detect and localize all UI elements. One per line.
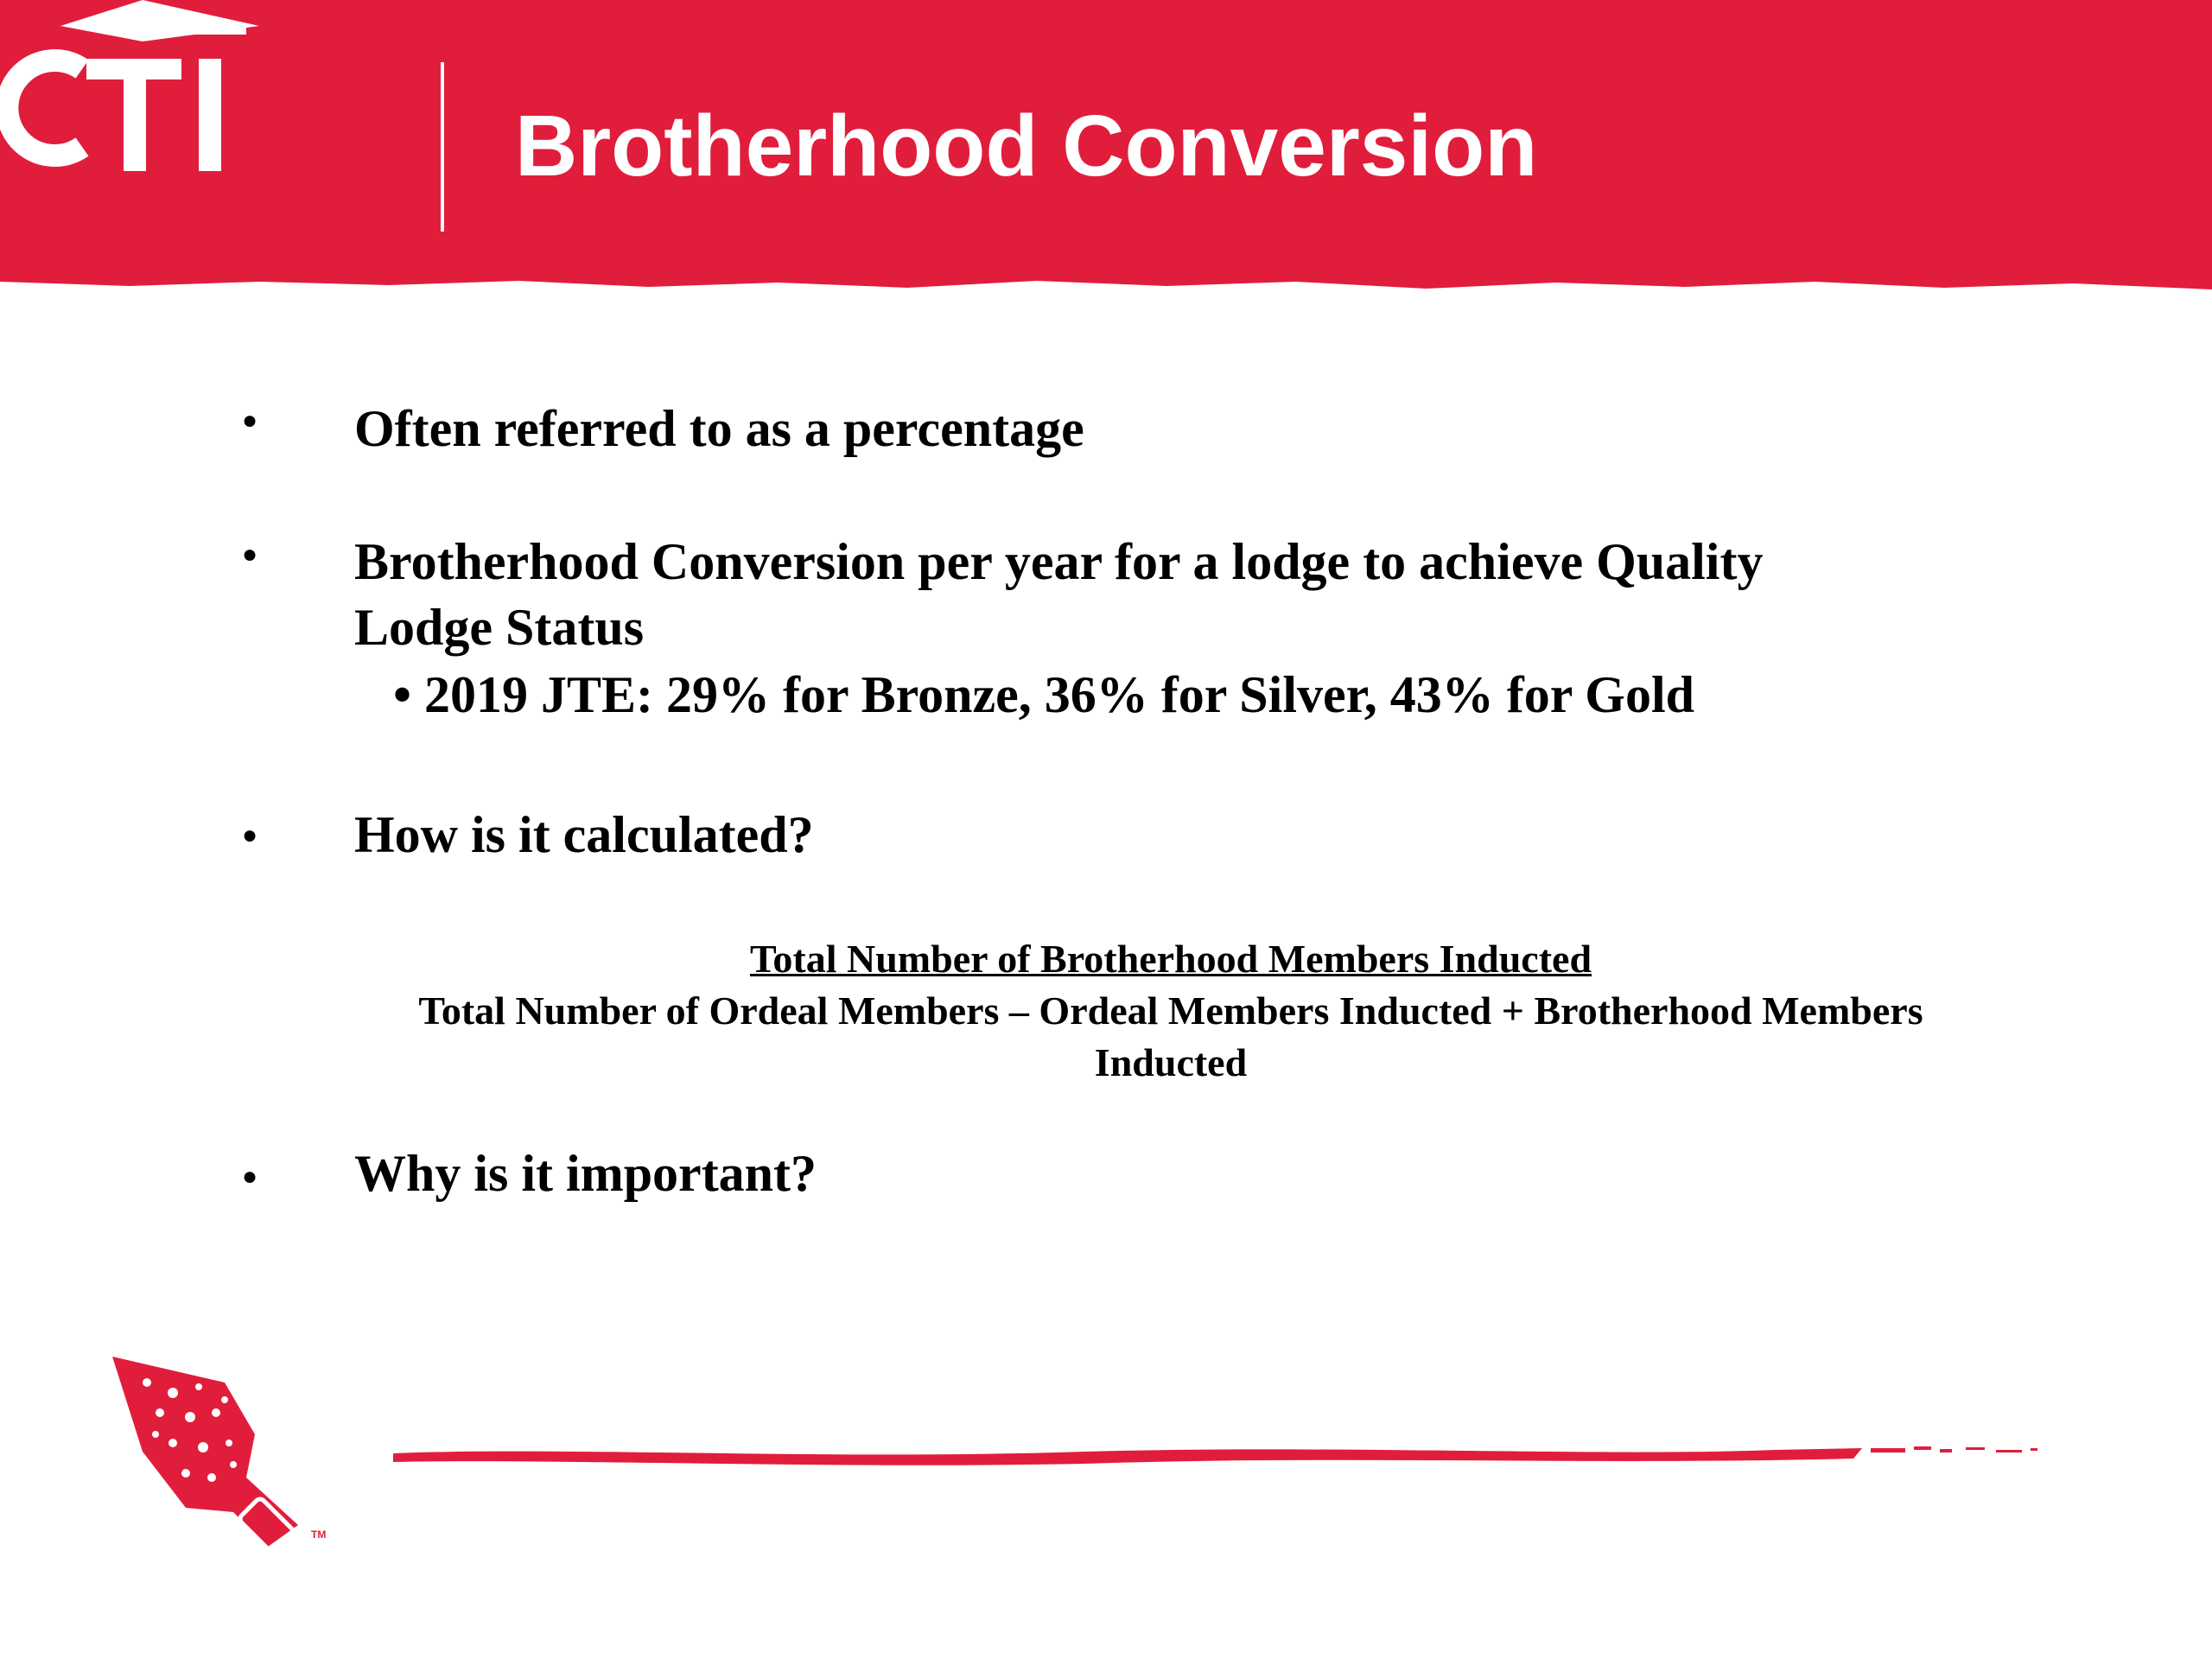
bullet-2-line-2: Lodge Status — [354, 599, 645, 656]
sub-bullet — [393, 662, 1694, 728]
bullet-2-line-1: Brotherhood Conversion per year for a lodge to achieve Quality — [354, 533, 1764, 590]
bullet-3-text: How is it calculated? — [354, 806, 814, 863]
sub-bullet-marker: • — [393, 666, 425, 723]
bullet-2-marker: ● — [242, 540, 258, 569]
formula-denominator: Total Number of Ordeal Members – Ordeal Members Inducted + Brotherhood Members Inducted — [418, 988, 1923, 1084]
bullet-3-marker: ● — [242, 821, 258, 849]
sub-bullet-text: 2019 JTE: 29% for Bronze, 36% for Silver, 43% for Gold — [424, 666, 1694, 723]
cti-logo — [0, 0, 259, 173]
page-title: Brotherhood Conversion — [515, 98, 1538, 194]
footer-brush-stroke — [393, 1434, 2052, 1478]
bullet-1-marker: ● — [242, 406, 258, 435]
bullet-1-text: Often referred to as a percentage — [354, 400, 1084, 457]
header-divider — [441, 62, 444, 232]
formula — [397, 933, 1944, 1089]
svg-text:TM: TM — [311, 1529, 327, 1541]
bullet-4-text: Why is it important? — [354, 1145, 817, 1202]
arrowhead-icon — [104, 1348, 346, 1564]
header-band — [0, 0, 2212, 294]
bullet-4-marker: ● — [242, 1162, 258, 1191]
formula-numerator: Total Number of Brotherhood Members Inducted — [749, 937, 1592, 981]
